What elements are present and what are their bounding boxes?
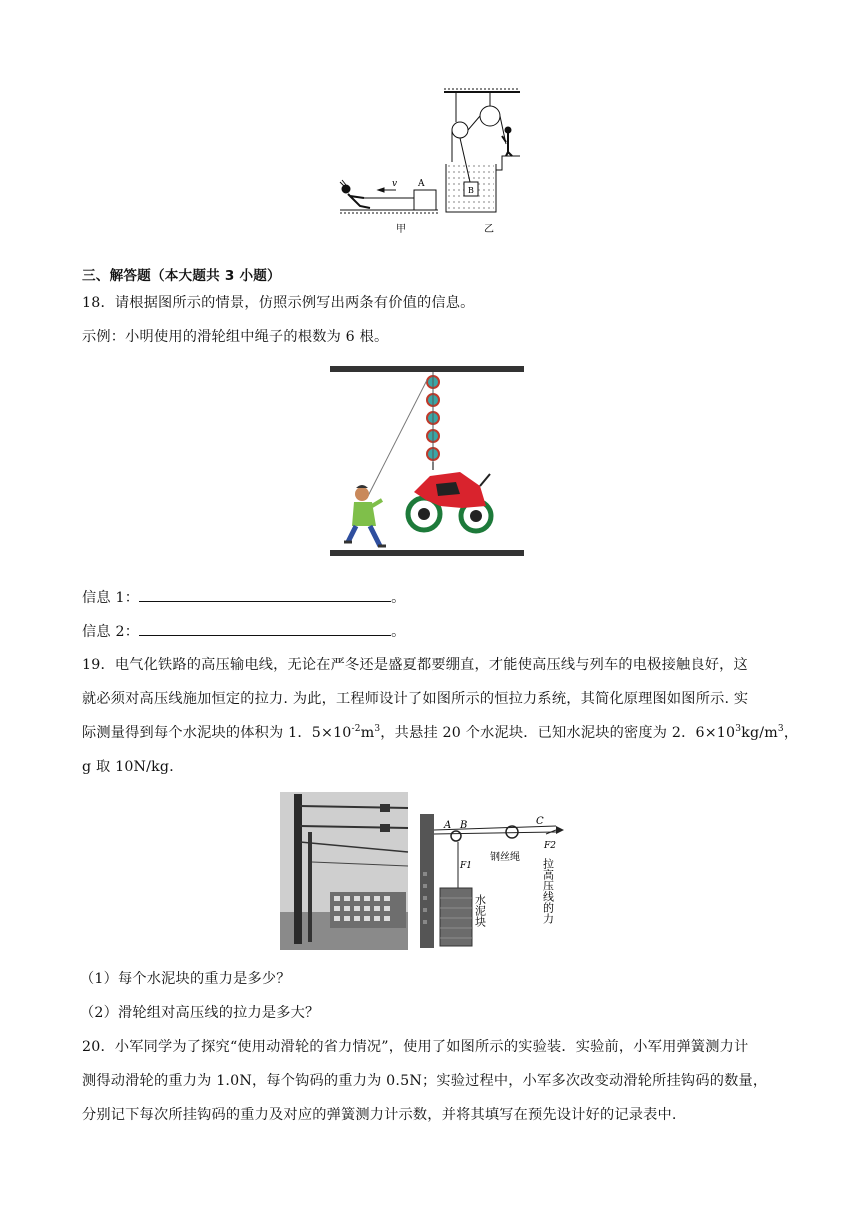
figure-motorcycle-pulley xyxy=(330,366,524,562)
q19-exp4: 3 xyxy=(777,724,784,734)
label-b: B xyxy=(468,186,474,195)
figure-yi xyxy=(444,89,520,212)
q19-line3-b: m xyxy=(360,725,375,741)
q19-line3-e: ， xyxy=(783,725,799,741)
fig-label-pull: 拉高压线的力 xyxy=(541,858,555,924)
caption-yi: 乙 xyxy=(484,224,494,235)
info2-answer-blank[interactable] xyxy=(139,623,391,636)
q20-line3: 分别记下每次所挂钩码的重力及对应的弹簧测力计示数，并将其填写在预先设计好的记录表中. xyxy=(82,1107,677,1123)
info1-end: 。 xyxy=(391,590,406,606)
q19-line4: g 取 10N/kg． xyxy=(82,759,184,775)
fig-label-wire: 钢丝绳 xyxy=(490,852,520,863)
q18-stem: 18．请根据图所示的情景，仿照示例写出两条有价值的信息。 xyxy=(82,295,475,311)
info1-label: 信息 1： xyxy=(82,590,140,606)
info2-end: 。 xyxy=(391,624,406,640)
fig-label-a: A xyxy=(444,820,452,831)
fig-label-c: C xyxy=(536,816,544,827)
figure-jia-yi xyxy=(330,86,530,236)
q19-line3-a: 际测量得到每个水泥块的体积为 1．5×10 xyxy=(82,725,352,741)
caption-jia: 甲 xyxy=(396,224,406,235)
q18-info1 xyxy=(82,587,406,607)
q19-line3 xyxy=(82,722,798,742)
q19-line2: 就必须对高压线施加恒定的拉力. 为此，工程师设计了如图所示的恒拉力系统，其简化原理图如图所示. 实 xyxy=(82,691,749,707)
q19-exp3: 3 xyxy=(735,724,742,734)
fig-label-f1: F1 xyxy=(460,861,472,871)
q19-line3-c: ，共悬挂 20 个水泥块．已知水泥块的密度为 2．6×10 xyxy=(380,725,736,741)
info2-label: 信息 2： xyxy=(82,624,140,640)
q18-info2 xyxy=(82,621,406,641)
q20-line1: 20．小军同学为了探究“使用动滑轮的省力情况”，使用了如图所示的实验装．实验前，小军用弹簧测力计 xyxy=(82,1039,749,1055)
q20-line2: 测得动滑轮的重力为 1.0N，每个钩码的重力为 0.5N；实验过程中，小军多次改变动滑轮所挂钩码的数量， xyxy=(82,1073,768,1089)
q19-sub1: （1）每个水泥块的重力是多少？ xyxy=(80,971,291,987)
section-title: 三、解答题（本大题共 3 小题） xyxy=(82,268,281,284)
tension-system-image xyxy=(280,792,580,950)
fig-label-block: 水泥块 xyxy=(473,894,487,927)
fig-label-f2: F2 xyxy=(544,841,556,851)
label-a: A xyxy=(418,179,425,189)
q19-exp2: 3 xyxy=(374,724,381,734)
pulley-diagram xyxy=(330,86,530,236)
q19-sub2: （2）滑轮组对高压线的拉力是多大？ xyxy=(80,1005,320,1021)
motorcycle-pulley-image xyxy=(330,366,524,562)
label-v: v xyxy=(392,179,398,189)
q19-line3-d: kg/m xyxy=(741,725,778,741)
info1-answer-blank[interactable] xyxy=(139,589,391,602)
fig-label-b: B xyxy=(460,820,468,831)
q19-exp1: -2 xyxy=(351,724,361,734)
q19-line1: 19．电气化铁路的高压输电线，无论在严冬还是盛夏都要绷直，才能使高压线与列车的电极接触良好，这 xyxy=(82,657,748,673)
figure-tension-system xyxy=(280,792,580,950)
q18-example: 示例：小明使用的滑轮组中绳子的根数为 6 根。 xyxy=(82,329,389,345)
